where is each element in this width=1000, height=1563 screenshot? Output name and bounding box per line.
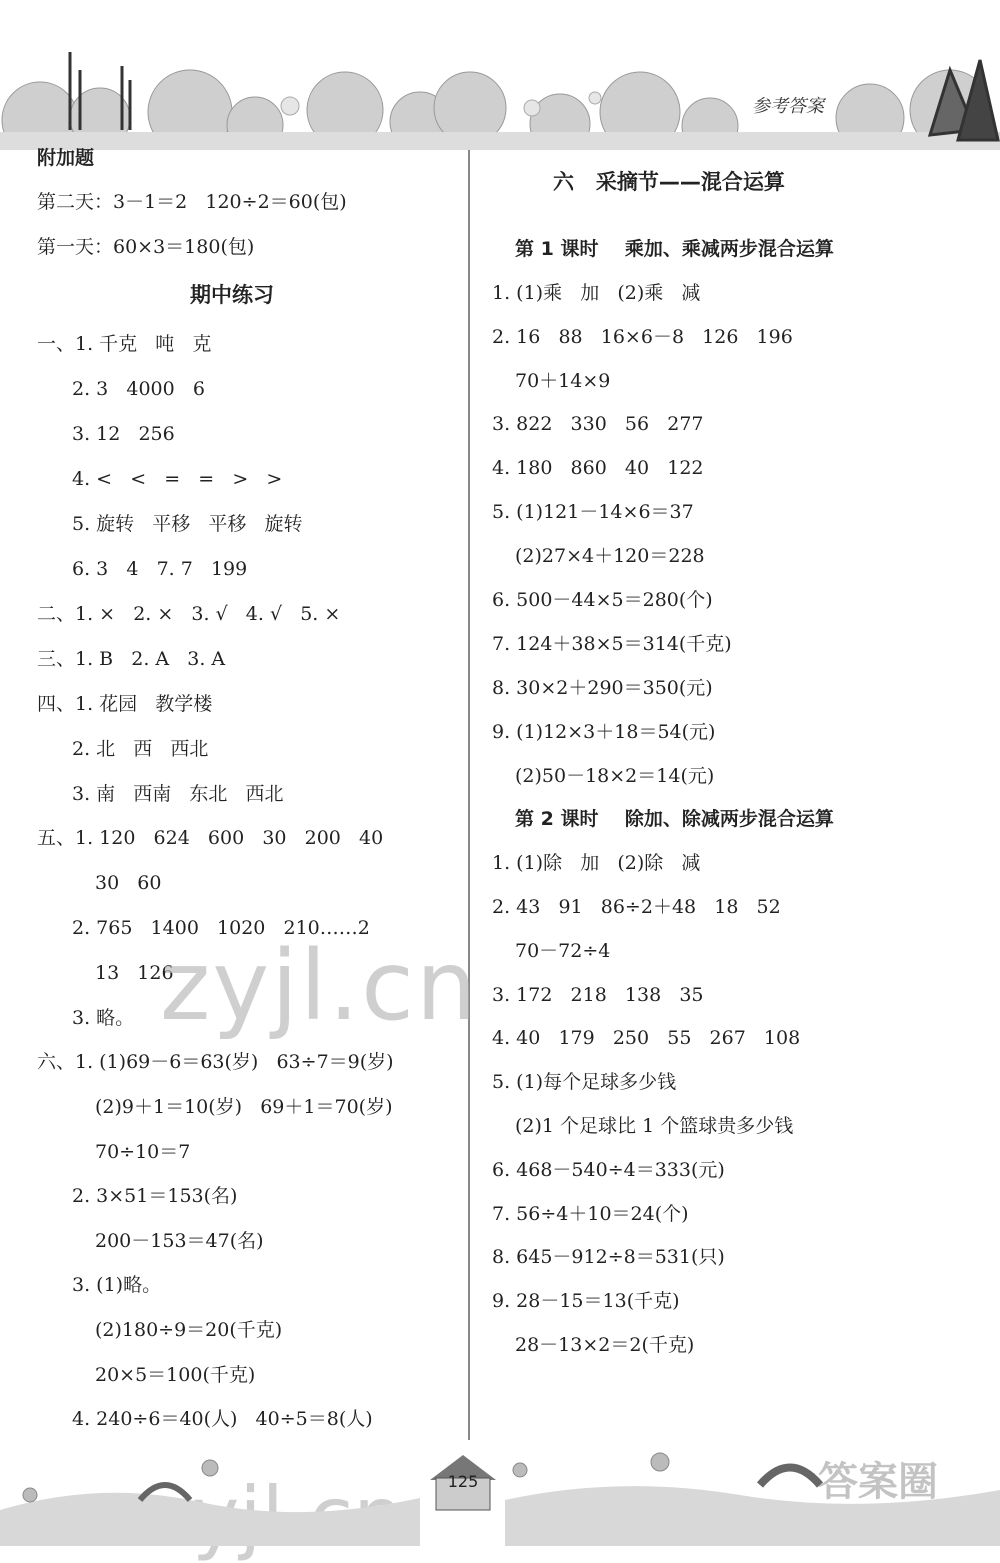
left-answer-line: 20×5＝100(千克) (95, 1364, 256, 1386)
right-answer-line: 8. 645－912÷8＝531(只) (492, 1246, 725, 1268)
right-answer-line: 1. (1)除 加 (2)除 减 (492, 852, 701, 874)
left-answer-line: 3. 略。 (72, 1007, 135, 1029)
left-answer-line: (2)9＋1＝10(岁) 69＋1＝70(岁) (95, 1096, 393, 1118)
left-answer-line: 4. 240÷6＝40(人) 40÷5＝8(人) (72, 1408, 373, 1430)
watermark-corner: 答案圈 (818, 1459, 938, 1505)
right-answer-line: 70－72÷4 (515, 940, 611, 962)
left-answer-line: 70÷10＝7 (95, 1141, 191, 1163)
right-answer-line: (2)1 个足球比 1 个篮球贵多少钱 (515, 1115, 794, 1137)
right-answer-line: 70＋14×9 (515, 370, 611, 392)
right-answer-line: 6. 468－540÷4＝333(元) (492, 1159, 725, 1181)
right-answer-line: 8. 30×2＋290＝350(元) (492, 677, 713, 699)
right-answer-line: 2. 43 91 86÷2＋48 18 52 (492, 896, 781, 918)
column-divider (468, 150, 470, 1440)
left-answer-line: 5. 旋转 平移 平移 旋转 (72, 513, 303, 535)
left-answer-line: 四、1. 花园 教学楼 (37, 693, 213, 715)
right-answer-line: 28－13×2＝2(千克) (515, 1334, 695, 1356)
left-answer-line: 30 60 (95, 872, 162, 894)
right-answer-line: 9. 28－15＝13(千克) (492, 1290, 680, 1312)
right-answer-line: 1. (1)乘 加 (2)乘 减 (492, 282, 701, 304)
header-decoration (0, 0, 1000, 150)
left-answer-line: 3. (1)略。 (72, 1274, 162, 1296)
right-answer-line: 7. 124＋38×5＝314(千克) (492, 633, 732, 655)
left-answer-line: 13 126 (95, 962, 174, 984)
left-answer-line: 二、1. × 2. × 3. √ 4. √ 5. × (37, 603, 341, 625)
left-answer-line: 3. 南 西南 东北 西北 (72, 783, 284, 805)
right-answer-line: 3. 822 330 56 277 (492, 413, 704, 435)
left-answer-line: 6. 3 4 7. 7 199 (72, 558, 248, 580)
left-answer-line: 2. 3×51＝153(名) (72, 1185, 238, 1207)
left-answer-line: 2. 765 1400 1020 210……2 (72, 917, 370, 939)
left-answer-line: 200－153＝47(名) (95, 1230, 264, 1252)
left-answer-line: 第一天：60×3＝180(包) (37, 236, 255, 258)
left-answer-line: (2)180÷9＝20(千克) (95, 1319, 283, 1341)
left-answer-line: 2. 北 西 西北 (72, 738, 209, 760)
left-answer-line: 2. 3 4000 6 (72, 378, 205, 400)
right-answer-line: 4. 180 860 40 122 (492, 457, 704, 479)
right-answer-line: 第 1 课时 乘加、乘减两步混合运算 (515, 238, 834, 260)
left-answer-line: 3. 12 256 (72, 423, 175, 445)
left-answer-line: 三、1. B 2. A 3. A (37, 648, 226, 670)
header-tag: 参考答案 (752, 96, 824, 117)
right-answer-line: 5. (1)每个足球多少钱 (492, 1071, 677, 1093)
right-answer-line: 9. (1)12×3＋18＝54(元) (492, 721, 716, 743)
right-answer-line: 4. 40 179 250 55 267 108 (492, 1027, 801, 1049)
left-answer-line: 4. < < = = > > (72, 468, 283, 490)
right-answer-line: 6. 500－44×5＝280(个) (492, 589, 713, 611)
right-answer-line: (2)27×4＋120＝228 (515, 545, 705, 567)
left-answer-line: 五、1. 120 624 600 30 200 40 (37, 827, 384, 849)
left-answer-line: 附加题 (37, 147, 95, 169)
right-answer-line: 3. 172 218 138 35 (492, 984, 704, 1006)
right-answer-line: 六 采摘节——混合运算 (553, 170, 785, 194)
right-answer-line: 第 2 课时 除加、除减两步混合运算 (515, 808, 834, 830)
left-answer-line: 期中练习 (190, 283, 274, 307)
right-answer-line: 2. 16 88 16×6－8 126 196 (492, 326, 793, 348)
right-answer-line: 7. 56÷4＋10＝24(个) (492, 1203, 689, 1225)
page-number: 125 (447, 1472, 479, 1491)
right-answer-line: (2)50－18×2＝14(元) (515, 765, 715, 787)
watermark-center: zyjl.cn (160, 930, 479, 1042)
right-answer-line: 5. (1)121－14×6＝37 (492, 501, 694, 523)
left-answer-line: 六、1. (1)69－6＝63(岁) 63÷7＝9(岁) (37, 1051, 394, 1073)
left-answer-line: 第二天：3－1＝2 120÷2＝60(包) (37, 191, 347, 213)
left-answer-line: 一、1. 千克 吨 克 (37, 333, 212, 355)
footer-decoration (0, 1440, 1000, 1546)
